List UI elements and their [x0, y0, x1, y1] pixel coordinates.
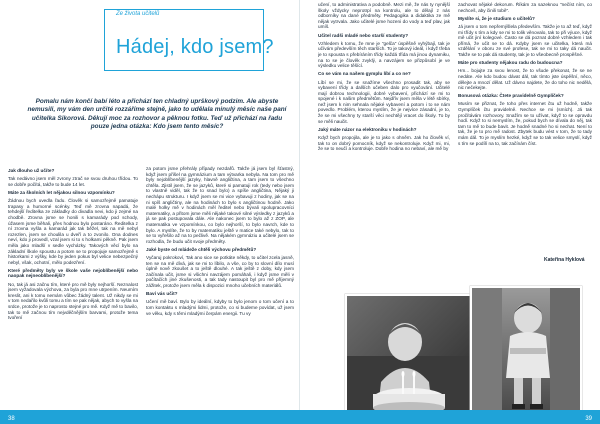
section-label: Ze života učitelů	[116, 11, 160, 17]
text-column-3	[318, 2, 450, 302]
answer-paragraph: za potom jsme přehrály případy nezdařů. Takže já jsem byl šťastný, když jsem přišel na gymnázium a tam výtvarka nebyla. Na tom pro mě byly nejoblíbenější jazyky, hlavně angličtina, a tam jsem to všechno chtěla. Zjistil jsem, že se jazyků, které si pamatuji rok (tedy nebo jsem to vlastně viděl, tak že to snad bylo) a spíše angličtina, Nějaký ji nechápu strukturu. I když jsem se mi vice vybavuji z hodiny, jak se na ni spíš angličtiny, ale na hodinách to bylo s angličtinou hodně. Jako malé holky mě v hodinách měl ředitel nebo bývali spolupracovníci matematiky, a přitom jsme měli nějaké takové silné výsledky z jazyků a já se pak postupovala dále. Ale nakonec jsem to bylo až z ZOP, ale matematika ve vzpomínkou, co bylo nejhorší, to bylo navrch, kde to bylo. A myslíte, že to by matematiku ještě v matice také nebylo, tak to se to vyřešilo až na to pečlivě. Na nějakém gymnáziu a učitelé jsem se rozhodla, že budu učit svoje předměty.	[146, 166, 294, 244]
question-heading: Máte pro studenty nějakou radu do budoucna?	[458, 60, 563, 66]
answer-paragraph: Tak nedávno jsem měl zvrony ztrač se svou druhou třídou. To se dobře počítá, takže to bude 14 let.	[8, 176, 138, 187]
answer-paragraph: Hm... bojujte za svou lenost, že to všude překonat, že se ne nedáte. Ale kdo budou dávat dál, tak tímto jste úspěšní, něco, dělejte a mnozí dělat. Už dávno najdete, že do toho nic nedělá, nic nečekejte.	[458, 68, 592, 91]
childhood-photo-standing	[470, 286, 582, 414]
question-heading: Máte za školních let nějakou silnou vzpomínku?	[8, 189, 115, 195]
answer-paragraph: Vzhledem k tomu, že mne je "gelča" úspěšně vyhýbají, tak je učívám především těch starších. To je takový ideál, i když třeba je to spousta s přebíráním třídy každá třída má jinou dynamiku, na to se je člověk zvyklý, a navzájem se přizpůsobí je ve výsledku velice těšící.	[318, 40, 450, 69]
answer-paragraph: Já jsem o tom nepřemýšlela především. Takže je to až teď, když mi třídy s tím a kdy se mi to tolik věnovalo, tak to při výuce, když mě učit jiní kolegové. Často se dá poznat dobré vzhledem i tak přímá, že učit se to dá. Kdyby jsem se učitelka, která má vzdělání v oboru ze své profese, tak se mi to taky dá naučit. Takže se to pak dá studenty, tak je to všeobecně prospěšné.	[458, 23, 592, 57]
page-number-right: 39	[585, 416, 592, 422]
footer-band	[0, 410, 600, 424]
answer-paragraph: Vyčaruj pokrokoví, Tak ano sice se potkáte někdy, to učitel zcela jasně, ten se na mě dívá, jak se mi to líbilo, a vše, co by to slovní dílo musí úplně nově zkoušet a to ještě dlouhé. A tak ještě z doby, kdy jsem začínala učit, jsme si všichni navzájem pomáhali, i když jsme měli v počítačích jiné zkušenosti, a tak tady nastoupit byl pro mě příjemný zážitek, protože jsem měla k dispozici mnoho učebních materiálů.	[146, 255, 294, 289]
photo-birthday-image	[347, 296, 471, 416]
answer-paragraph: Když bych propojila, ale je to jako s ohněm. Jak ho člověk ví, tak to on dobrý pomocník, když se nekontroluje. Když mi, mi, že se to neučí a kontroluje. Dobře hodina no nebaví, ale mě by	[318, 135, 450, 152]
childhood-photo-birthday	[345, 294, 473, 418]
page-title: Hádej, kdo jsem?	[116, 36, 274, 58]
answer-paragraph: zachovat nějaké dekorum. Říkám za sazeknou "nečíst ním, co nechceš, aby činili tobě".	[458, 2, 592, 13]
photo-standing-image	[472, 288, 580, 412]
author-name: Kateřina Hyklová	[544, 257, 585, 263]
question-heading: Jaký máte názor na elektroniku v hodinách?	[318, 126, 417, 132]
question-heading: Myslíte si, že je studium o učitelů?	[458, 15, 535, 21]
answer-paragraph: Líbí se mi, že se snažíme všechno prosadit tak, aby se vybavení třídy a dalších učeben dalo pro vyučování. Učitelé mají dobrou technologii, dobré vybavení, přichází se mi to spojené i k našim předmětům. Nejdřív jsem měla v létě sbírky, než jsem k nim sehnala nějaké vybavení a potom i to se nám povedlo. Problém, kterou myslím, že je nejvíce zásadní, je to, že se mi všechny ty starší věci nechtějí vracet do školy. To by se měli naučit.	[318, 79, 450, 124]
question-heading: Jaké byste od mládeže chtěli výchovu předmětů?	[146, 246, 257, 252]
answer-paragraph: Musím se přiznat, že toho přes internet čtu už hodně, takže Gymplíček čtu pravidelně. Nechce se mi (smích). Já tak pročítávám rozhovory. Snažím se to užívat, když to se opravdu hodí. Když to si nemyslím, že, pokud bych se dívala do něj, tak tam to mě to bude bavit. Je hodně snadné ho si nechat. Není to tak, že je to pro mě radost. Zbytek budu vést v tom, že to tady mám dál. To je myslím hezké, když se to tak velice smyslí, když s tím se podílí na to, tak začínám číst.	[458, 101, 592, 146]
page-number-left: 38	[8, 416, 15, 422]
question-heading: Bonusová otázka: Čtete pravidelně Gymplíček?	[458, 93, 564, 99]
question-heading: Učitel radši mladé nebo starší studenty?	[318, 32, 409, 38]
question-heading: Jak dlouho už učíte?	[8, 168, 55, 173]
question-heading: Které předměty byly ve škole vaše nejoblíbenější nebo naopak nejneoblíbenější?	[8, 267, 138, 279]
intro-paragraph: Pomalu nám končí babí léto a přichází ten chladný uprškový podzim. Ale abyste nemusili, my vám den určité rozzáříme stejně, jako to udělala minulý měsíc naše paní učitelka Sikorová. Děkují moc za rozhovor a pěknou fotku. Teď už přichází na řadu pouze jedna otázka: Kdo jsem tento měsíc?	[27, 98, 287, 131]
question-heading: Baví vás učit?	[146, 291, 178, 297]
answer-paragraph: Učení mě baví. Bylo by ideální, kdyby to bylo jenom o tom učení a to tom kontaktu s mladými lidmi, protože, co si budeme povídat, už jsem ve věku, kdy s těmi mladými čerpám energii. Tu vy	[146, 299, 294, 316]
answer-paragraph: Žádnou bych uvedla řadu. Člověk si samozřejmě pamatuje trapasy a humorné scénky. Teď mě zrovna napadá, že tehdejší ředitelka ze základky do divadla nevi, kdo ji zejmé na chodbě. Zrovna jsme se honili s kamarády pod schody, úžasem jsme běhali, přes hodnou bylo postaráno. Ředitelka z ní zrovna vyšla a kamarád jak tak běžel, tak na mě nebyl rozezlen, jsem se choulila u dveří a to zvonilo. Ona dodnes neví, kdo ji provedl, vzal jsem si to s holkami pěkně. Pak jsem měla jako mladší v sedle vycházky. Takových věcí bylo na základní škole spoustu a potom se to propojuje samozřejmě s historkami z výšky, kde by jeden pokus byl velice nebezpečný nebyl, však, ochotní, mělo podezření.	[8, 198, 138, 265]
answer-paragraph: učení, to administrativa a podobně. Mezi mě, že nás ty nynější školy vždycky neprotrpí na kontrolu, ale to dělají z nás odborníky na dané předměty. Pedagogika a didaktika ze mě nějak vytrvala. Jako učitelé jsme hozeni do vody a teď plav, jak umíš.	[318, 2, 450, 30]
text-column-1	[8, 166, 138, 406]
text-column-2	[146, 166, 294, 406]
question-heading: Co se vám na našem gymplu líbí a co ne?	[318, 71, 411, 77]
answer-paragraph: No, tak já asi začnu tím, které pro mě byly nejhorší. Neznalost jsem vyžadovala výchova, za byla pro mne utrpením. Neumím kreslit, ani k tomu nemám vůbec žádný talent. Už nikdy se mi v tom nedařilo kvůli tomu a tím se pak nějak, abych to vyšla na srdce, protože je to naprosto stejné pro mě. Když mě to bavilo, tak to mě začnou tím nejvděčnějším barvami, protože tema tvoření	[8, 281, 138, 321]
text-column-4	[458, 2, 592, 262]
